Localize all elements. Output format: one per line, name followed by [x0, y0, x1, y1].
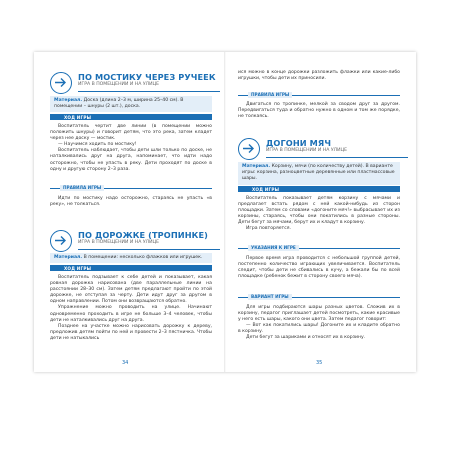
section-title: ВАРИАНТ ИГРЫ — [248, 294, 292, 300]
material-label: Материал. — [54, 98, 83, 103]
material-box — [50, 96, 212, 112]
section-title: ПРАВИЛА ИГРЫ — [248, 92, 292, 98]
material-label: Материал. — [242, 164, 271, 169]
material-label: Материал. — [54, 255, 83, 260]
body-text — [50, 124, 212, 173]
section-line-rules — [238, 92, 400, 98]
paragraph: Воспитатель чертит две линии (в помещении можно положить шнуры) и говорит детям, что это река, затем кладет через нее доску — мостик. — [50, 124, 212, 142]
game-title: ДОГОНИ МЯЧ — [266, 138, 332, 148]
arrow-right-icon — [238, 138, 260, 160]
arrow-right-icon — [50, 72, 72, 94]
material-box — [50, 253, 212, 263]
body-text — [238, 102, 400, 120]
section-line-rules — [50, 185, 212, 191]
body-text — [238, 196, 400, 233]
section-line-variant — [238, 294, 400, 300]
material-text: Корзину, мячи (по количеству детей). В варианте игры: корзина, разноцветные деревянные или пластмассовые шары. — [242, 164, 395, 182]
left-page — [34, 52, 224, 372]
paragraph: Позднее на участке можно нарисовать дорожку к дереву, предложив детям пойти по ней и провести 2–3 пястничка. Чтобы дети не натыкались — [50, 323, 212, 341]
paragraph: Упражнение можно проводить на улице. Начинают одновременно проходить в игре не больше 3–4 человек, чтобы дети не наталкивались друг на друга. — [50, 305, 212, 323]
paragraph: Воспитатель наблюдает, чтобы дети шли только по доске, не наталкивались друг на друга, напоминает, что идти надо осторожно, чтобы не упасть в реку. Дети проходят по доске в одну и другую сторону 2–3 раза. — [50, 148, 212, 172]
title-rule — [266, 157, 408, 158]
section-bar-course — [238, 186, 400, 192]
paragraph: Воспитатель показывает детям корзину с мячами и предлагает встать рядом с ней какой-нибудь из сторон площадки. Затем со словами «догоните мяч!» выбрасывает их из корзины, стараясь, чтобы они покатились в разные стороны. Дети бегут за мячами, берут их и кладут в корзину. — [238, 196, 400, 226]
body-text — [50, 275, 212, 342]
material-text: Доска (длина 2–3 м, ширина 25–40 см). В помещении – шнуры (2 шт.), доска. — [54, 98, 184, 110]
paragraph: Для игры подбираются шары разных цветов. Сложив их в корзину, педагог приглашает детей посмотреть, какие красивые у него есть шары, какого они цвета. Затем педагог говорит: — [238, 305, 400, 323]
material-text: В помещении: несколько флажков или игрушек. — [83, 255, 203, 260]
material-box — [238, 162, 400, 185]
right-page — [226, 52, 416, 372]
title-rule — [78, 249, 220, 250]
game-title: ПО ДОРОЖКЕ (ТРОПИНКЕ) — [78, 230, 209, 240]
paragraph: Первое время игра проводится с небольшой группой детей, постепенно количество играющих увеличивается. Воспитатель следит, чтобы дети не сбивались в кучу, а бежали бы по всей площадке (ребенок бежит в сторону своего мяча). — [238, 256, 400, 280]
paragraph: Двигаться по тропинке, мелкой за сводом друг за другом. Передвигаться туда и обратно нужно в одном и том же порядке, не толкаясь. — [238, 102, 400, 120]
section-bar-course — [50, 114, 212, 120]
section-title: ХОД ИГРЫ — [64, 114, 92, 120]
body-text — [238, 305, 400, 342]
paragraph: Игра повторяется. — [246, 226, 291, 232]
game-title: ПО МОСТИКУ ЧЕРЕЗ РУЧЕЕК — [78, 72, 216, 82]
book-spread — [34, 52, 416, 372]
game-subtitle: ИГРА В ПОМЕЩЕНИИ И НА УЛИЦЕ — [78, 82, 159, 87]
body-text — [238, 70, 400, 82]
section-bar-course — [50, 265, 212, 271]
paragraph: — Научимся ходить по мостику! — [58, 142, 137, 148]
page-number: 34 — [122, 360, 129, 366]
arrow-right-icon — [50, 230, 72, 252]
section-title: ХОД ИГРЫ — [252, 186, 280, 192]
section-line-notes — [238, 245, 400, 251]
body-text — [50, 196, 212, 208]
paragraph: Воспитатель подзывает к себе детей и показывает, какая ровная дорожка нарисована (две параллельные линии на расстоянии 28–30 см). Затем детям предлагают пройти по этой дорожке, не отступая за черту. Дети идут друг за другом в одном направлении. Потом они возвращаются обратно. — [50, 275, 212, 305]
section-title: ПРАВИЛА ИГРЫ — [60, 185, 104, 191]
game-subtitle: ИГРА В ПОМЕЩЕНИИ И НА УЛИЦЕ — [78, 240, 159, 245]
section-title: ХОД ИГРЫ — [64, 265, 92, 271]
paragraph: — Вот как покатились шары! Догоните их и кладите обратно в корзину. — [238, 323, 400, 335]
title-rule — [78, 91, 220, 92]
page-number: 35 — [316, 360, 323, 366]
paragraph: Дети бегут за шариками и относят их в корзину. — [246, 335, 366, 341]
paragraph: ися можно в конце дорожки разложить флажки или какие-либо игрушки, чтобы дети их приносили. — [238, 70, 400, 82]
game-subtitle: ИГРА В ПОМЕЩЕНИИ И НА УЛИЦЕ — [266, 148, 347, 153]
body-text — [238, 256, 400, 280]
paragraph: Идти по мостику надо осторожно, стараясь не упасть «в реку», не толкаться. — [50, 196, 212, 208]
section-title: УКАЗАНИЯ К ИГРЕ — [248, 245, 299, 251]
